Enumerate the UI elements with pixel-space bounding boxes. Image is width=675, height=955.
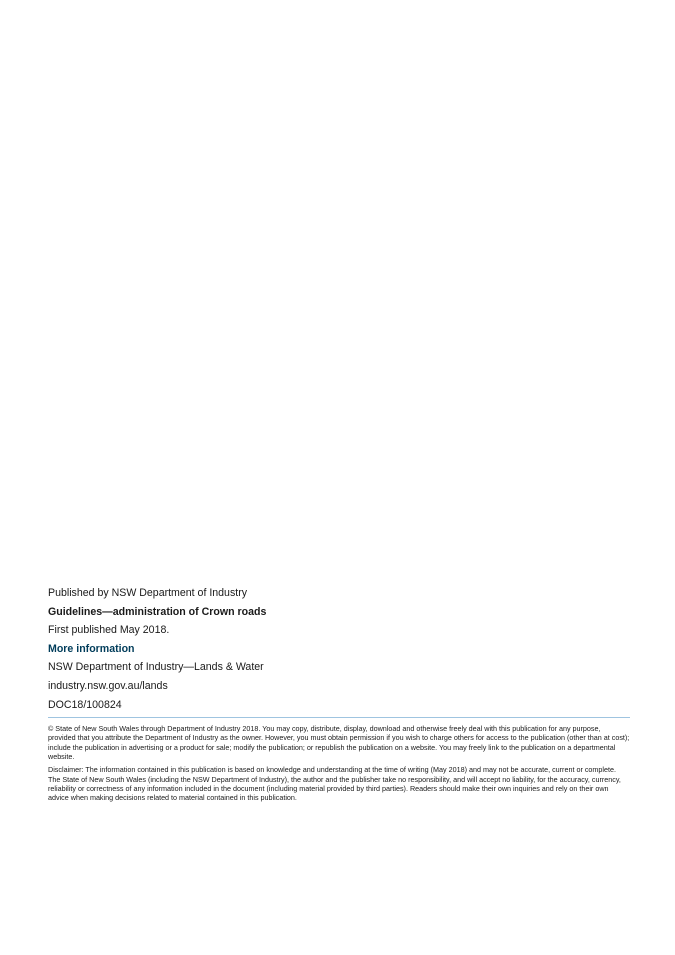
more-information-heading: More information: [48, 642, 135, 655]
publication-title: Guidelines—administration of Crown roads: [48, 605, 267, 618]
document-reference: DOC18/100824: [48, 698, 122, 711]
copyright-notice: © State of New South Wales through Department of Industry 2018. You may copy, distribute, display, download and otherwise freely deal with this publication for any purpose, provided that you attribute the Department of Industry as the owner. However, you must obtain permission if you wish to charge others for access to the publication (other than at cost); include the publication in advertising or a product for sale; modify the publication; or republish the publication on a website. You may freely link to the publication on a departmental website.: [48, 724, 630, 762]
publication-imprint: [48, 587, 630, 807]
disclaimer-notice: Disclaimer: The information contained in this publication is based on knowledge and understanding at the time of writing (May 2018) and may not be accurate, current or complete. The State of New South Wales (including the NSW Department of Industry), the author and the publisher take no responsibility, and will accept no liability, for the accuracy, currency, reliability or correctness of any information included in the document (including material provided by third parties). Readers should make their own inquiries and rely on their own advice when making decisions related to material contained in this publication.: [48, 765, 621, 803]
divider-rule: [48, 717, 630, 718]
website-line: industry.nsw.gov.au/lands: [48, 679, 168, 692]
first-published-line: First published May 2018.: [48, 624, 170, 637]
publisher-line: Published by NSW Department of Industry: [48, 587, 248, 599]
department-line: NSW Department of Industry—Lands & Water: [48, 661, 264, 674]
